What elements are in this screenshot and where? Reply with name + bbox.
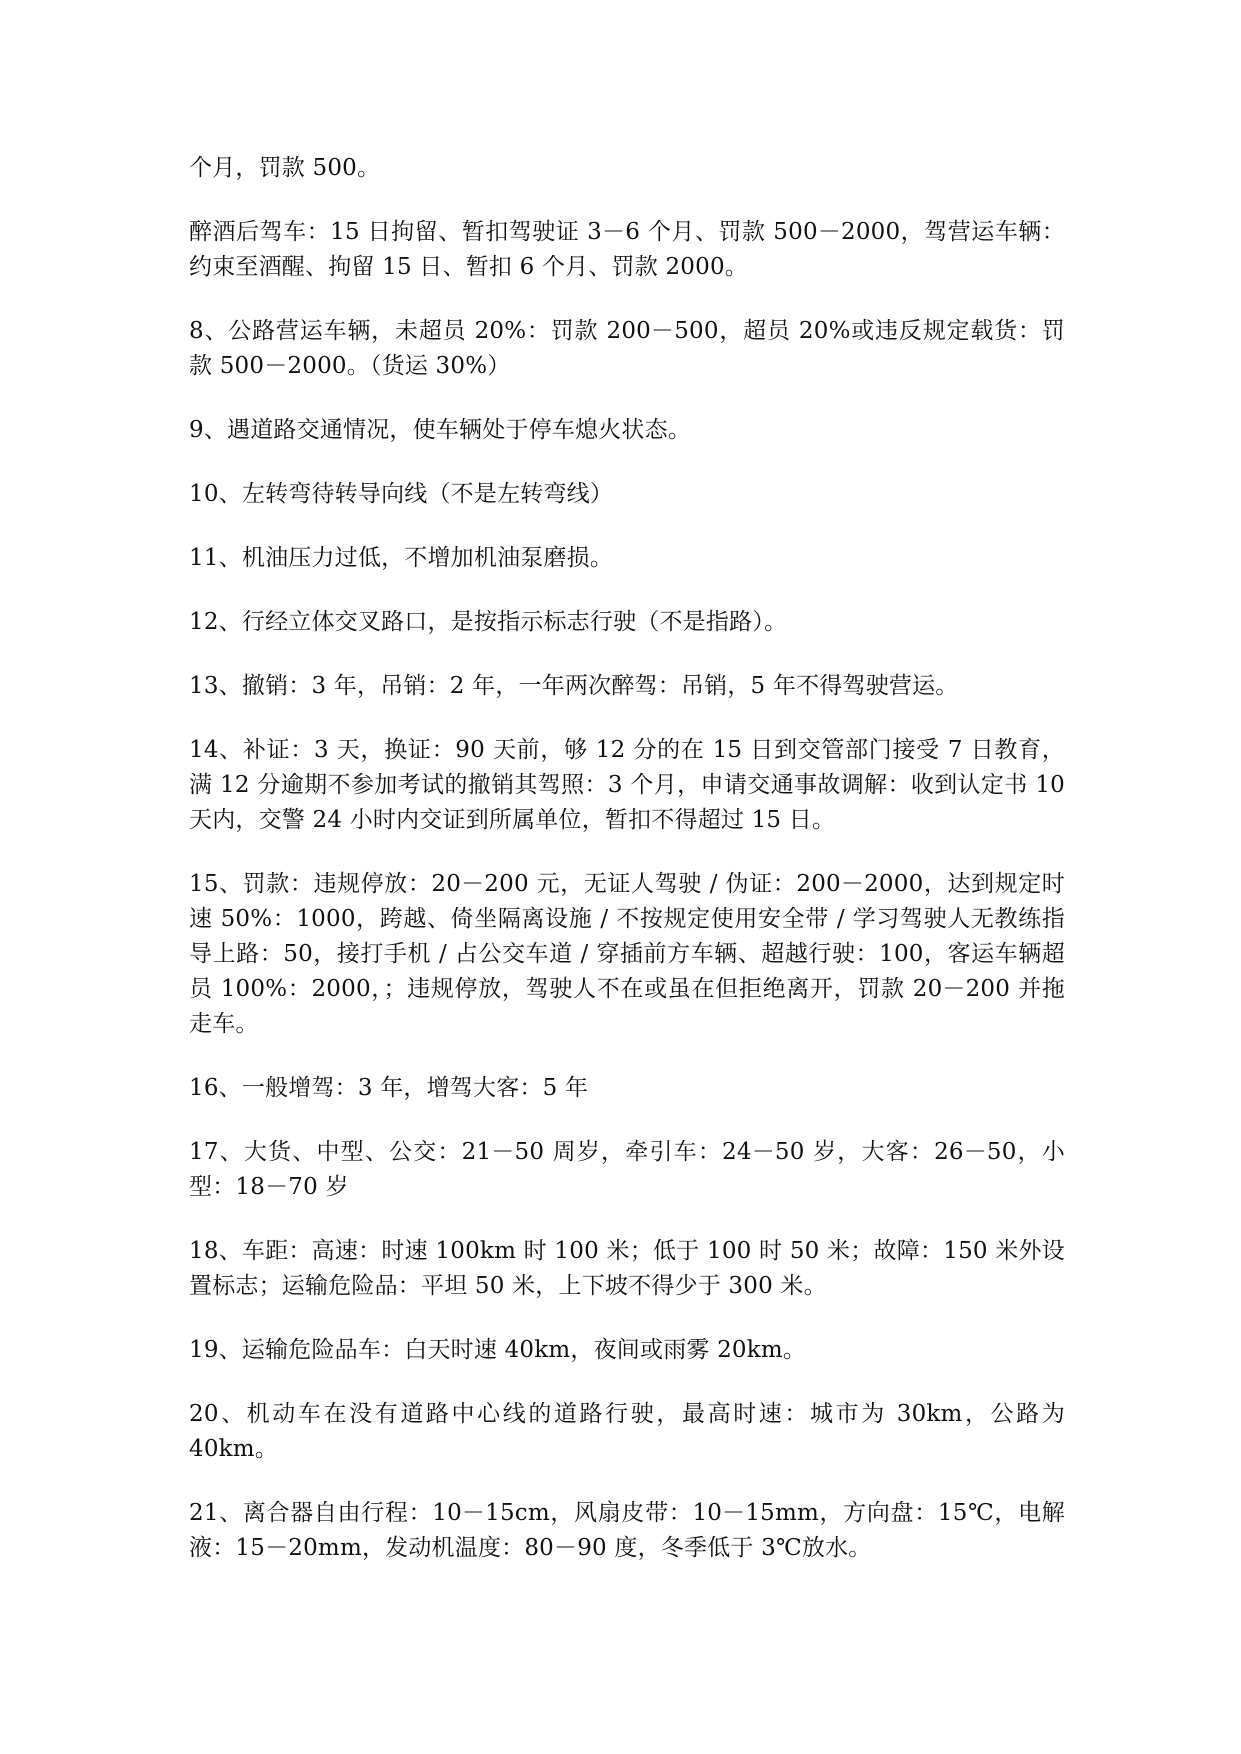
paragraph-13: 18、车距：高速：时速 100km 时 100 米；低于 100 时 50 米；故障：150 米外设置标志；运输危险品：平坦 50 米，上下坡不得少于 300 米。 [189, 1238, 1065, 1299]
paragraph-3: 8、公路营运车辆，未超员 20%：罚款 200－500，超员 20%或违反规定载货：罚款 500－2000。（货运 30%） [189, 318, 1065, 379]
paragraph-2: 醉酒后驾车：15 日拘留、暂扣驾驶证 3－6 个月、罚款 500－2000，驾营运车辆：约束至酒醒、拘留 15 日、暂扣 6 个月、罚款 2000。 [189, 219, 1065, 280]
paragraph-5: 10、左转弯待转导向线（不是左转弯线） [189, 481, 614, 507]
paragraph-12: 17、大货、中型、公交：21－50 周岁，牵引车：24－50 岁，大客：26－50，小型：18－70 岁 [189, 1139, 1065, 1200]
paragraph-15: 20、机动车在没有道路中心线的道路行驶，最高时速：城市为 30km，公路为 40km。 [189, 1401, 1065, 1462]
paragraph-1: 个月，罚款 500。 [189, 155, 381, 181]
paragraph-6: 11、机油压力过低，不增加机油泵磨损。 [189, 545, 614, 571]
paragraph-11: 16、一般增驾：3 年，增驾大客：5 年 [189, 1075, 589, 1101]
paragraph-14: 19、运输危险品车：白天时速 40km，夜间或雨雾 20km。 [189, 1337, 807, 1363]
paragraph-16: 21、离合器自由行程：10－15cm，风扇皮带：10－15mm，方向盘：15℃，电解液：15－20mm，发动机温度：80－90 度，冬季低于 3℃放水。 [189, 1500, 1065, 1561]
paragraph-7: 12、行经立体交叉路口，是按指示标志行驶（不是指路）。 [189, 609, 788, 635]
paragraph-9: 14、补证：3 天，换证：90 天前，够 12 分的在 15 日到交管部门接受 7 日教育，满 12 分逾期不参加考试的撤销其驾照：3 个月，申请交通事故调解：收到认定书 10 天内，交警 24 小时内交证到所属单位，暂扣不得超过 15 日。 [189, 737, 1065, 833]
paragraph-8: 13、撤销：3 年，吊销：2 年，一年两次醉驾：吊销，5 年不得驾驶营运。 [189, 673, 959, 699]
paragraph-10: 15、罚款：违规停放：20－200 元，无证人驾驶 / 伪证：200－2000，达到规定时速 50%：1000，跨越、倚坐隔离设施 / 不按规定使用安全带 / 学习驾驶人无教练指导上路：50，接打手机 / 占公交车道 / 穿插前方车辆、超越行驶：100，客运车辆超员 100%：2000，；违规停放，驾驶人不在或虽在但拒绝离开，罚款 20－200 并拖走车。 [189, 871, 1065, 1037]
paragraph-4: 9、遇道路交通情况，使车辆处于停车熄火状态。 [189, 417, 692, 443]
document-body [189, 151, 1065, 1595]
